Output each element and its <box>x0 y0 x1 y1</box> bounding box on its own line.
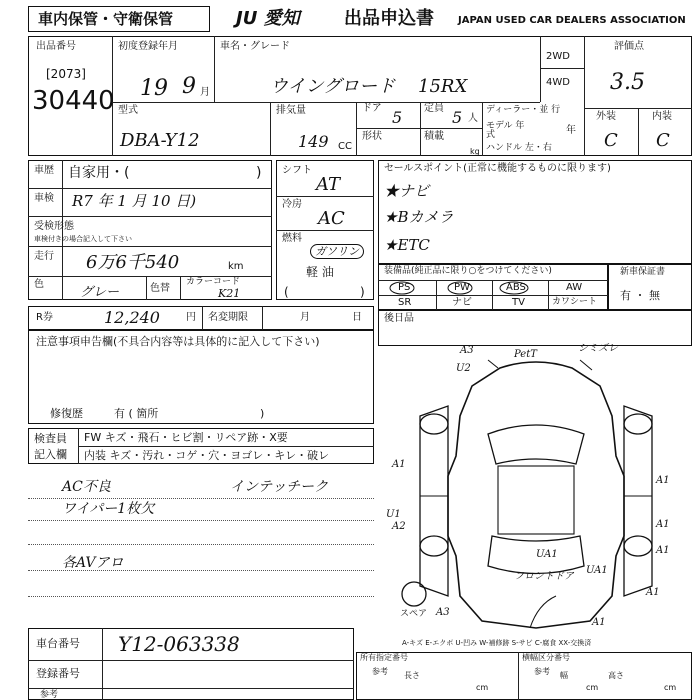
recolor-label: 色替 <box>150 283 170 294</box>
selling-point-3: ★ETC <box>384 236 430 254</box>
equipment-seat: カワシート <box>552 297 598 307</box>
inspector-label-2: 記入欄 <box>34 448 67 461</box>
divider <box>262 306 263 330</box>
door-label: ドア <box>362 103 382 114</box>
selling-point-1: ★ナビ <box>384 182 430 200</box>
lot-sub-number: [2073] <box>46 67 86 81</box>
ruled-line <box>28 544 374 545</box>
ac-label: 冷房 <box>282 199 302 210</box>
history-label: 車歴 <box>34 165 54 176</box>
warranty-label: 新車保証書 <box>620 267 666 277</box>
form-title: 出品申込書 <box>344 8 434 29</box>
diagram-mark: A3 <box>436 607 450 618</box>
name-change-month: 月 <box>300 312 310 323</box>
divider <box>146 276 147 300</box>
inspector-row-2: 内装 キズ・汚れ・コゲ・穴・ヨゴレ・キレ・破レ <box>84 449 330 462</box>
model-year-label: モデル 年式 <box>486 121 525 140</box>
ac-value: AC <box>318 208 345 229</box>
shift-label: シフト <box>282 165 312 176</box>
diagram-mark: A1 <box>392 459 406 470</box>
shift-value: AT <box>316 174 341 195</box>
notes-label: 注意事項申告欄(不具合内容等は具体的に記入して下さい) <box>36 335 320 348</box>
displacement-label: 排気量 <box>276 105 306 116</box>
chassis-label: 車台番号 <box>36 637 80 650</box>
door-value: 5 <box>392 108 403 127</box>
storage-notice: 車内保管・守衛保管 <box>38 10 174 28</box>
kg-unit: kg <box>470 147 480 156</box>
model-label: 車名・グレード <box>220 41 290 52</box>
divider <box>28 688 354 689</box>
divider <box>518 652 519 700</box>
type-value: DBA-Y12 <box>120 130 200 151</box>
recycle-label: R券 <box>36 312 53 323</box>
shape-label: 形状 <box>362 131 382 142</box>
type-label: 型式 <box>118 105 138 116</box>
brand-logo: JU 愛知 <box>236 8 300 29</box>
handwritten-note-3: インテッチーク <box>230 479 328 495</box>
load-label: 積載 <box>424 131 444 142</box>
diagram-mark: UA1 <box>536 549 558 560</box>
divider <box>102 628 103 700</box>
exterior-label: 外装 <box>596 111 616 122</box>
divider <box>112 102 540 103</box>
divider <box>28 660 354 661</box>
lot-label: 出品番号 <box>36 41 76 52</box>
fuel-paren-close: ) <box>360 285 365 299</box>
inspector-row-1: FW キズ・飛石・ヒビ割・リペア跡・X要 <box>84 431 288 444</box>
divider <box>638 108 639 156</box>
diagram-mark: シミズレ <box>578 343 618 354</box>
equipment-label: 装備品(純正品に限り○をつけてください) <box>384 266 552 276</box>
history-close: ) <box>256 165 262 181</box>
registration-label: 初度登録年月 <box>118 41 178 52</box>
divider <box>78 446 374 447</box>
diagram-mark: フロントドア <box>514 571 574 582</box>
height-label: 高さ <box>608 671 624 680</box>
diagram-mark: A1 <box>656 545 670 556</box>
divider <box>180 276 181 300</box>
acceptance-label: 受検形態 <box>34 221 74 232</box>
damage-legend: A-キズ E-エクボ U-凹み W-補修跡 S-サビ C-腐食 XX-交換済 <box>402 639 592 647</box>
rear-items-label: 後日品 <box>384 313 414 324</box>
history-value: 自家用・( <box>68 165 130 181</box>
repair-history-label: 修復歴 <box>50 407 83 420</box>
equipment-navi: ナビ <box>452 297 472 308</box>
diagram-mark: PetT <box>514 349 537 360</box>
registration-month-unit: 月 <box>200 87 210 98</box>
fuel-alt: 軽 油 <box>306 265 334 279</box>
divider <box>28 216 272 217</box>
divider <box>540 36 541 102</box>
dimension-label: 横幅区分番号 <box>522 653 570 662</box>
name-change-label: 名変期限 <box>208 312 248 323</box>
divider <box>356 128 482 129</box>
specified-label: 所有指定番号 <box>360 653 408 662</box>
ruled-line <box>28 596 374 597</box>
divider <box>202 306 203 330</box>
equipment-tv: TV <box>512 297 525 308</box>
length-cm: cm <box>476 683 489 692</box>
rating-label: 評価点 <box>614 41 644 52</box>
equipment-circles <box>378 276 558 298</box>
registration-month: 9 <box>182 74 196 99</box>
capacity-unit: 人 <box>468 113 478 124</box>
repair-history-value: 有 ( 箇所 <box>114 407 159 420</box>
selling-point-2: ★Bカメラ <box>384 208 454 226</box>
registration-year: 19 <box>140 76 168 101</box>
warranty-options: 有 ・ 無 <box>620 289 660 302</box>
rating-value: 3.5 <box>610 70 645 95</box>
handle-label: ハンドル 左・右 <box>486 143 552 153</box>
exterior-grade: C <box>604 130 618 151</box>
chassis-number: Y12-063338 <box>118 632 240 656</box>
selling-points-label: セールスポイント(正常に機能するものに限ります) <box>384 163 611 174</box>
divider <box>540 68 584 69</box>
diagram-mark: A2 <box>392 521 406 532</box>
km-unit: km <box>228 261 244 272</box>
mileage-value: 6万6千540 <box>86 252 180 273</box>
drive-2wd: 2WD <box>546 51 570 62</box>
fuel-value: ガソリン <box>310 244 364 259</box>
specified-ref: 参考 <box>372 667 388 676</box>
divider <box>214 36 215 102</box>
spare-label: スペア <box>400 609 428 619</box>
inspection-label: 車検 <box>34 193 54 204</box>
recycle-amount: 12,240 <box>104 308 160 327</box>
interior-label: 内装 <box>652 111 672 122</box>
height-cm: cm <box>664 683 677 692</box>
length-label: 長さ <box>404 671 420 680</box>
association-name: JAPAN USED CAR DEALERS ASSOCIATION <box>458 15 686 26</box>
divider <box>482 102 483 156</box>
capacity-value: 5 <box>452 108 463 127</box>
chassis-note-label: 参考 <box>40 690 59 700</box>
ruled-line <box>28 498 374 499</box>
divider <box>420 102 421 156</box>
cc-unit: CC <box>338 141 352 152</box>
dimension-ref: 参考 <box>534 667 550 676</box>
ruled-line <box>28 520 374 521</box>
divider <box>276 230 374 231</box>
mileage-label: 走行 <box>34 251 54 262</box>
color-code-label: カラーコード <box>186 277 241 287</box>
diagram-mark: A3 <box>460 345 474 356</box>
capacity-label: 定員 <box>424 103 444 114</box>
year-unit: 年 <box>566 125 576 136</box>
equipment-ps: PS <box>398 282 411 293</box>
handwritten-note-1: AC不良 <box>62 479 111 495</box>
color-label: 色 <box>34 279 44 290</box>
drive-4wd: 4WD <box>546 77 570 88</box>
diagram-mark: UA1 <box>586 565 608 576</box>
equipment-sr: SR <box>398 297 412 308</box>
inspector-label-1: 検査員 <box>34 432 67 445</box>
handwritten-note-4: 各AVアロ <box>62 555 124 571</box>
divider <box>28 246 272 247</box>
recycle-yen: 円 <box>186 312 196 323</box>
equipment-aw: AW <box>566 282 583 293</box>
color-code-value: K21 <box>218 287 241 300</box>
inspection-value: R7 年 1 月 10 日) <box>72 192 197 210</box>
equipment-abs: ABS <box>506 282 526 293</box>
handwritten-note-2: ワイパー1枚欠 <box>62 501 155 517</box>
name-change-day: 日 <box>352 312 362 323</box>
diagram-mark: U1 <box>386 509 401 520</box>
fuel-label: 燃料 <box>282 233 302 244</box>
interior-grade: C <box>656 130 670 151</box>
width-label: 幅 <box>560 671 568 680</box>
model-grade: 15RX <box>418 76 468 97</box>
divider <box>276 196 374 197</box>
color-value: グレー <box>80 285 120 300</box>
repair-history-close: ) <box>260 407 265 420</box>
acceptance-note: 車検付きの場合記入して下さい <box>34 235 132 243</box>
lot-number: 30440 <box>32 86 115 116</box>
divider <box>584 36 585 156</box>
dealer-label: ディーラー・並 行 <box>486 105 561 115</box>
diagram-mark: A1 <box>656 475 670 486</box>
fuel-paren-open: ( <box>284 285 289 299</box>
displacement-value: 149 <box>298 132 329 151</box>
width-cm: cm <box>586 683 599 692</box>
diagram-mark: U2 <box>456 363 471 374</box>
equipment-pw: PW <box>454 282 470 293</box>
divider <box>356 102 357 156</box>
rear-items-frame <box>378 310 692 346</box>
registration-number-label: 登録番号 <box>36 667 80 680</box>
recycle-frame <box>28 306 374 330</box>
diagram-mark: A1 <box>656 519 670 530</box>
diagram-mark: A1 <box>646 587 660 598</box>
divider <box>270 102 271 156</box>
diagram-mark: A1 <box>592 617 606 628</box>
model-name: ウイングロード <box>270 76 396 97</box>
divider <box>28 188 272 189</box>
